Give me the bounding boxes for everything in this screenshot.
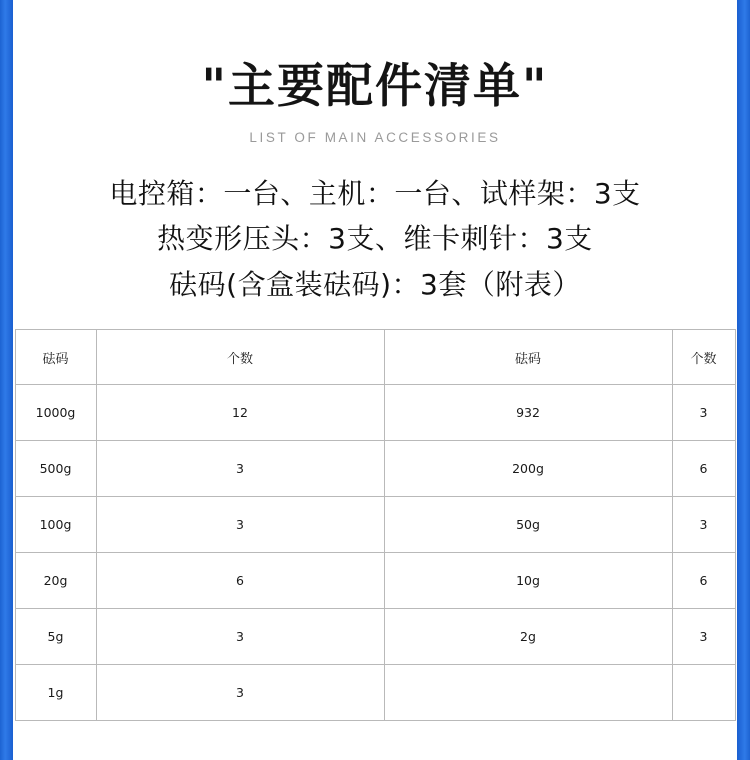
table-row: [15, 441, 735, 497]
table-row: [15, 665, 735, 721]
cell-weight-right: 50g: [384, 497, 672, 553]
page-title: "主要配件清单": [201, 59, 549, 114]
cell-count-left: 6: [96, 553, 384, 609]
table-row: [15, 385, 735, 441]
cell-weight-left: 1000g: [15, 385, 96, 441]
cell-weight-left: 5g: [15, 609, 96, 665]
table-row: [15, 497, 735, 553]
table-header-row: [15, 330, 735, 385]
cell-weight-left: 1g: [15, 665, 96, 721]
accessory-line-1: 电控箱：一台、主机：一台、试样架：3支: [109, 177, 641, 211]
cell-weight-right: 10g: [384, 553, 672, 609]
cell-weight-right: [384, 665, 672, 721]
cell-count-right: 6: [672, 553, 735, 609]
left-blue-rail: [0, 0, 13, 760]
accessory-line-3: 砝码(含盒装砝码)：3套（附表）: [169, 267, 581, 301]
cell-count-right: 3: [672, 497, 735, 553]
header-cell-weight-left: 砝码: [15, 330, 96, 385]
table-row: [15, 609, 735, 665]
cell-weight-left: 100g: [15, 497, 96, 553]
cell-weight-right: 2g: [384, 609, 672, 665]
cell-count-left: 3: [96, 665, 384, 721]
cell-weight-right: 932: [384, 385, 672, 441]
cell-count-left: 3: [96, 609, 384, 665]
weights-table: [15, 329, 736, 721]
cell-weight-left: 500g: [15, 441, 96, 497]
accessory-lines: [13, 171, 737, 307]
table-row: [15, 553, 735, 609]
cell-count-right: [672, 665, 735, 721]
cell-count-right: 6: [672, 441, 735, 497]
header-cell-count-left: 个数: [96, 330, 384, 385]
cell-weight-left: 20g: [15, 553, 96, 609]
cell-count-left: 12: [96, 385, 384, 441]
page-content: [13, 0, 737, 760]
header-cell-weight-right: 砝码: [384, 330, 672, 385]
page-subtitle: LIST OF MAIN ACCESSORIES: [249, 130, 501, 146]
cell-count-left: 3: [96, 497, 384, 553]
cell-count-left: 3: [96, 441, 384, 497]
cell-weight-right: 200g: [384, 441, 672, 497]
cell-count-right: 3: [672, 609, 735, 665]
accessory-line-2: 热变形压头：3支、维卡刺针：3支: [157, 222, 593, 256]
right-blue-rail: [737, 0, 750, 760]
cell-count-right: 3: [672, 385, 735, 441]
header-cell-count-right: 个数: [672, 330, 735, 385]
